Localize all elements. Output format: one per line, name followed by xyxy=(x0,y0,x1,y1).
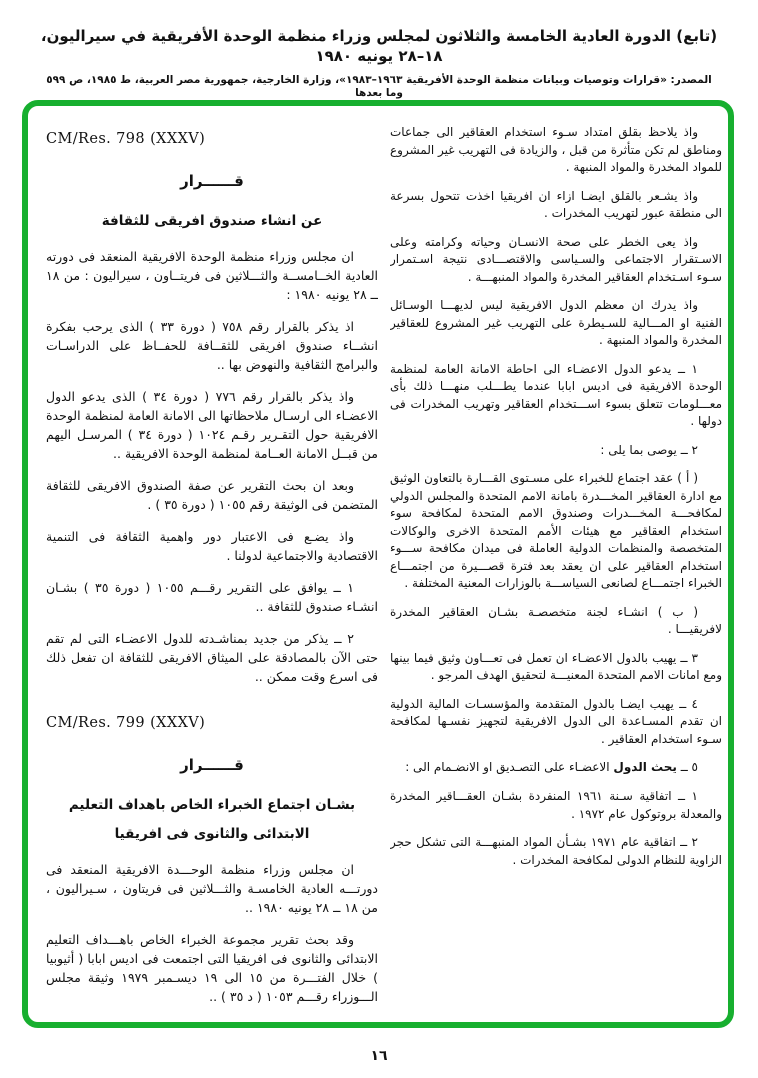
resolution-ref-798: CM/Res. 798 (XXXV) xyxy=(46,131,206,147)
page-header xyxy=(40,26,718,101)
resolution-subtitle: عن انشاء صندوق افريقى للثقافة xyxy=(101,212,323,229)
paragraph: وبعد ان بحث التقرير عن صفة الصندوق الافريقى للثقافة المتضمن فى الوثيقة رقم ١٠٥٥ ( دورة ٣٥ ) . xyxy=(46,478,378,513)
paragraph: وقد بحث تقرير مجموعة الخبراء الخاص باهـــداف التعليم الابتدائى والثانوى فى افريقيا التى اجتمعت فى اديس ابابا ( أثيوبيا ) خلال الفتـــرة من ١٥ الى ١٩ ديسـمبر ١٩٧٩ وثيقة مجلس الـــوزراء رقـــم ١٠٥٣ ( د ٣٥ ) .. xyxy=(46,932,378,1005)
numbered-item: ٢ ــ يذكر من جديد بمناشـدته للدول الاعضـاء التى لم تقم حتى الآن بالمصادقة على الميثاق الافريقى للثقافة ان تفعل ذلك فى اسرع وقت ممكن .. xyxy=(46,631,378,685)
numbered-item xyxy=(390,759,722,777)
numbered-item: ٤ ــ يهيب ايضـا بالدول المتقدمة والمؤسسـات المالية الدولية ان تقدم المسـاعدة الى الدول الافريقية لتجهيز نفسـها لمكافحة سـوء استخدام العقاقير . xyxy=(390,696,722,746)
paragraph: واذ يدرك ان معظم الدول الافريقية ليس لديهـــا الوسـائل الفنية او المـــالية للسـيطرة على التهريب غير المشروع للعقاقير المخدرة والمواد المنبهة . xyxy=(390,298,722,348)
numbered-item xyxy=(390,650,722,685)
left-text-column xyxy=(46,124,378,1018)
lettered-item: ( أ ) عقد اجتماع للخبراء على مسـتوى القـــارة بالتعاون الوثيق مع ادارة العقاقير المخـــدرة بامانة الامم المتحدة والمجلس الدولي لمكافحـــة المخـــدرات وصندوق الامم المتحدة لمكافحة سوء استخدام العقاقير مع هيئات الأمم المتحدة الاخرى والوكالات المتخصصة والمنظمات الدولية العاملة فى ميدان مكافحة ســـوء استخدام العقاقير على ان يعقد بعد فترة قصـــيرة من اجتمـــاع الخبراء اجتمـــاع لصانعى السياســـة بالوزارات المعنية المختلفة . xyxy=(390,471,722,591)
numbered-item: ٢ ــ اتفاقية عام ١٩٧١ بشـأن المواد المنبهـــة التى تشكل حجر الزاوية للنظام الدولى لمكافحة المخدرات . xyxy=(390,835,722,867)
page-number: ١٦ xyxy=(370,1048,388,1064)
paragraph: اذ يذكر بالقرار رقم ٧٥٨ ( دورة ٣٣ ) الذى يرحب بفكرة انشــاء صندوق افريقى للثقــافة للحفــاظ على الدراسـات والبرامج الثقافية والنهوض بها .. xyxy=(46,319,378,373)
numbered-item: ٢ ــ يوصى بما يلى : xyxy=(600,442,698,457)
bold-text: يحث الدول xyxy=(613,760,677,775)
right-text-column xyxy=(390,124,722,1018)
text: الاعضـاء على التصـديق او الانضـمام الى : xyxy=(405,760,614,775)
session-title: (تابع) الدورة العادية الخامسة والثلاثون لمجلس وزراء منظمة الوحدة الأفريقية في سيراليون، ١٨–٢٨ يونيه ١٩٨٠ xyxy=(40,27,718,66)
paragraph: واذ يعى الخطر على صحة الانسـان وحياته وكرامته وعلى الاسـتقرار الاجتماعى والسـياسى والاقتصـــادى نتيجة اسـتمرار سـوء اسـتخدام العقاقير المخدرة والمواد المنبهـــة . xyxy=(390,234,722,284)
lettered-item: ( ب ) انشـاء لجنة متخصصـة بشـان العقاقير المخدرة لافريقيـــا . xyxy=(390,604,722,637)
resolution-heading: قــــــرار xyxy=(180,172,244,191)
numbered-item: ١ ــ يوافق على التقرير رقـــم ١٠٥٥ ( دورة ٣٥ ) بشـان انشـاء صندوق للثقافة .. xyxy=(46,580,378,615)
resolution-subtitle: الابتدائى والثانوى فى افريقيا xyxy=(114,825,310,842)
paragraph: واذ يلاحظ بقلق امتداد سـوء استخدام العقاقير الى جماعات ومناطق لم تكن متأثرة من قبل ، والزيادة فى التهريب غير المشروع للمواد المخدرة والمواد المنبهة . xyxy=(390,125,722,175)
numbered-item: ١ ــ يدعو الدول الاعضـاء الى احاطة الامانة العامة لمنظمة الوحدة الافريقية فى اديس ابابا عندما يطـــلب منهـــا ذلك بأى معـــلومات تتعلق بسوء اســـتخدام العقاقير وتهريب المخدرات فى دولها . xyxy=(390,361,722,429)
paragraph: واذ يضـع فى الاعتبار دور واهمية الثقافة فى التنمية الاقتصادية والاجتماعية لدولنا . xyxy=(46,529,378,564)
resolution-subtitle: بشـان اجتماع الخبراء الخاص باهداف التعليم xyxy=(68,797,356,814)
resolution-heading: قــــــرار xyxy=(180,756,244,775)
source-citation: المصدر: «قرارات وتوصيات وبيانات منظمة الوحدة الأفريقية ١٩٦٣–١٩٨٣»، وزارة الخارجية، جمهورية مصر العربية، ط ١٩٨٥، ص ٥٩٩ وما بعدها xyxy=(46,73,712,100)
paragraph: واذ يشـعر بالقلق ايضـا ازاء ان افريقيا اخذت تتحول بسرعة الى منطقة عبور لتهريب المخدرات . xyxy=(390,188,722,221)
paragraph: واذ يذكر بالقرار رقم ٧٧٦ ( دورة ٣٤ ) الذى يدعو الدول الاعضـاء الى ارسـال ملاحظاتها الى الامانة العامة لمنظمة الوحدة الافريقية حول التقـرير رقـم ١٠٢٤ ( دورة ٣٤ ) المرسـل اليهم من قبــل الامانة العــامة لمنظمة الوحدة الافريقية .. xyxy=(46,389,378,462)
text: ٣ ــ يهيب بالدول الاعضـاء ان تعمل فى تعـــاون وثيق فيما بينها ومع امانات الامم المتحدة المعنيـــة لتحقيق الهدف المرجو . xyxy=(390,650,722,683)
paragraph: ان مجلس وزراء منظمة الوحـــدة الافريقية المنعقد فى دورتـــه العادية الخامسـة والثـــلاثين فى فريتاون ، سـيراليون ، من ١٨ ــ ٢٨ يونيه ١٩٨٠ .. xyxy=(46,862,378,916)
text: ٥ ــ xyxy=(676,760,698,775)
resolution-ref-799: CM/Res. 799 (XXXV) xyxy=(46,715,206,732)
numbered-item: ١ ــ اتفاقية سـنة ١٩٦١ المنفردة بشـان العقـــاقير المخدرة والمعدلة بروتوكول عام ١٩٧٢ . xyxy=(390,788,722,821)
paragraph: ان مجلس وزراء منظمة الوحدة الافريقية المنعقد فى دورته العادية الخــامســة والثـــلاثين فى فريتــاون ، سيراليون : من ١٨ ــ ٢٨ يونيه ١٩٨٠ : xyxy=(46,249,378,303)
